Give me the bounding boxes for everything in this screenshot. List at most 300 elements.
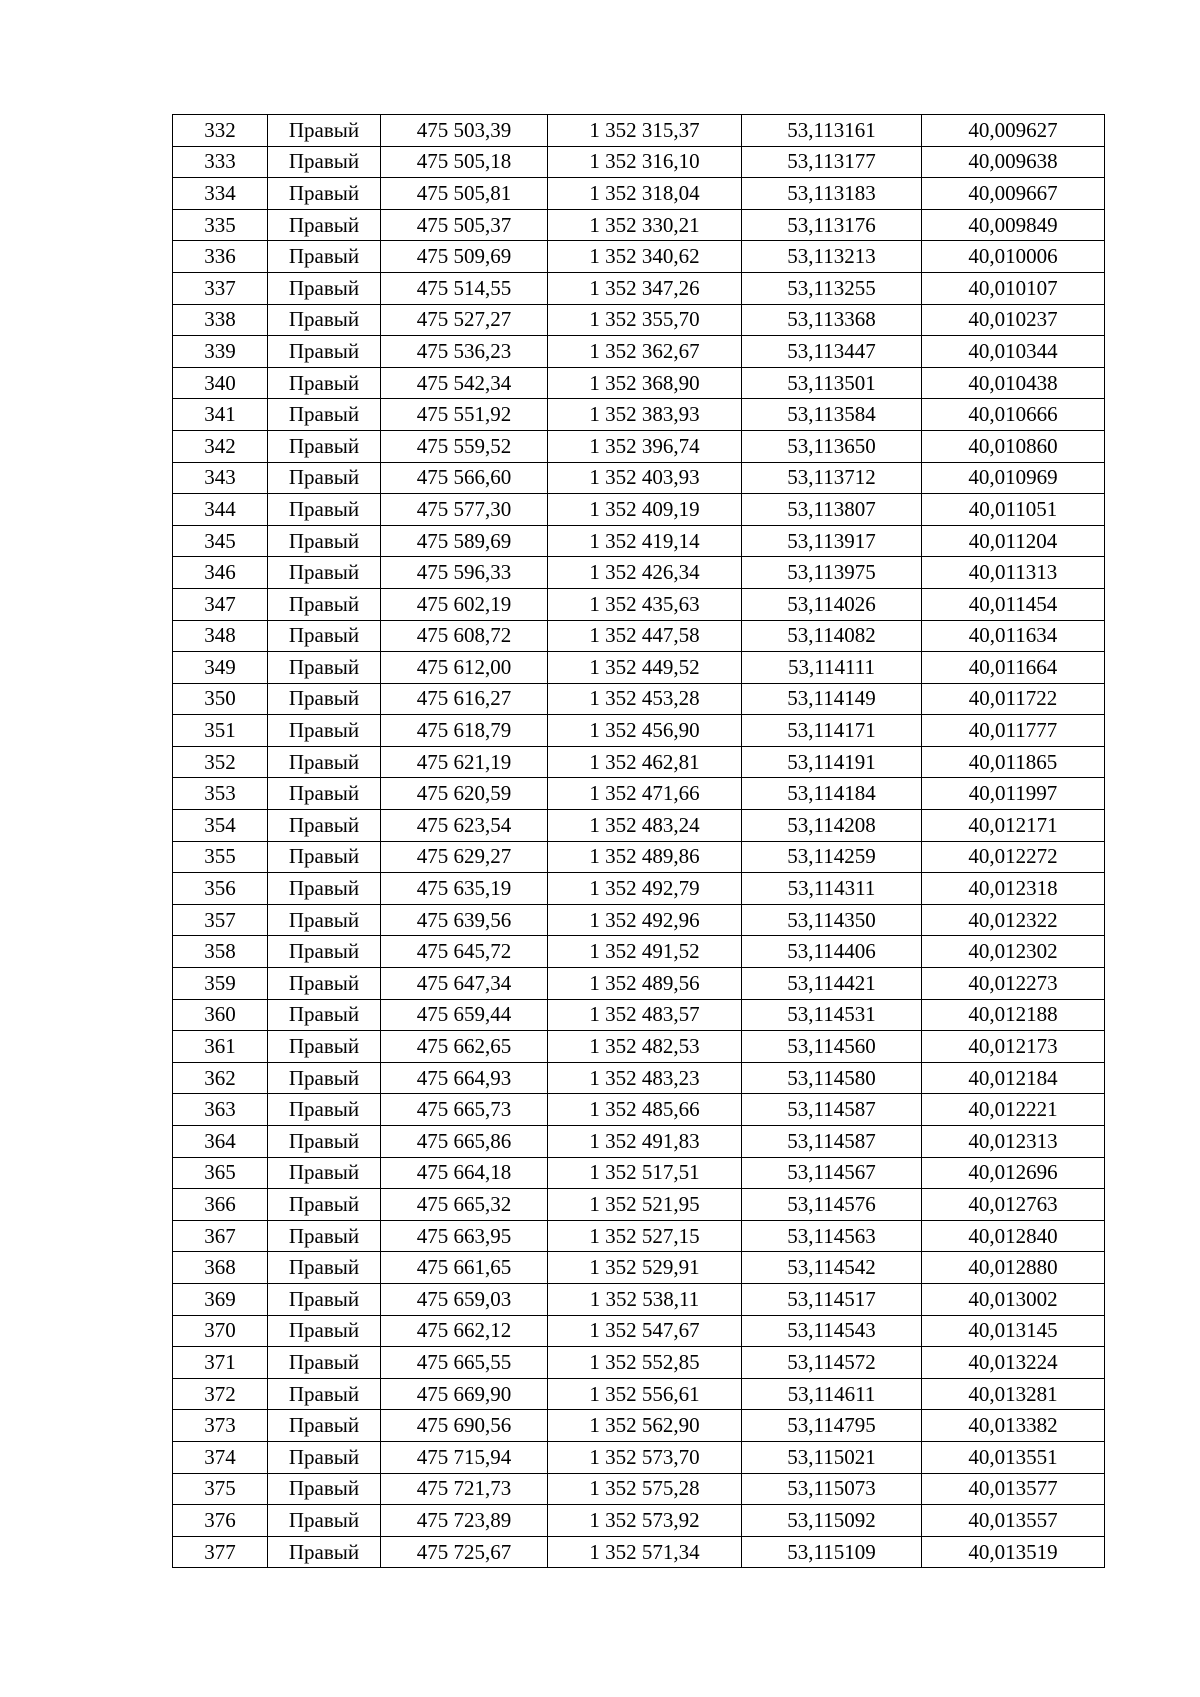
- y-coordinate-cell: 1 352 575,28: [548, 1473, 742, 1505]
- y-coordinate-cell: 1 352 556,61: [548, 1378, 742, 1410]
- table-row: [173, 272, 1105, 304]
- y-coordinate-cell: 1 352 447,58: [548, 620, 742, 652]
- point-number-cell: 376: [173, 1505, 268, 1537]
- longitude-cell: 40,013519: [922, 1536, 1105, 1568]
- x-coordinate-cell: 475 616,27: [381, 683, 548, 715]
- y-coordinate-cell: 1 352 316,10: [548, 146, 742, 178]
- x-coordinate-cell: 475 645,72: [381, 936, 548, 968]
- side-cell: Правый: [268, 873, 381, 905]
- y-coordinate-cell: 1 352 482,53: [548, 1031, 742, 1063]
- point-number-cell: 341: [173, 399, 268, 431]
- point-number-cell: 332: [173, 115, 268, 147]
- x-coordinate-cell: 475 505,81: [381, 178, 548, 210]
- side-cell: Правый: [268, 430, 381, 462]
- side-cell: Правый: [268, 810, 381, 842]
- side-cell: Правый: [268, 968, 381, 1000]
- x-coordinate-cell: 475 659,03: [381, 1283, 548, 1315]
- point-number-cell: 364: [173, 1126, 268, 1158]
- table-row: [173, 241, 1105, 273]
- side-cell: Правый: [268, 115, 381, 147]
- point-number-cell: 335: [173, 209, 268, 241]
- point-number-cell: 354: [173, 810, 268, 842]
- longitude-cell: 40,012696: [922, 1157, 1105, 1189]
- y-coordinate-cell: 1 352 491,83: [548, 1126, 742, 1158]
- longitude-cell: 40,009638: [922, 146, 1105, 178]
- point-number-cell: 347: [173, 588, 268, 620]
- side-cell: Правый: [268, 778, 381, 810]
- table-row: [173, 1441, 1105, 1473]
- side-cell: Правый: [268, 367, 381, 399]
- point-number-cell: 338: [173, 304, 268, 336]
- latitude-cell: 53,114421: [742, 968, 922, 1000]
- longitude-cell: 40,010107: [922, 272, 1105, 304]
- latitude-cell: 53,113255: [742, 272, 922, 304]
- longitude-cell: 40,012322: [922, 904, 1105, 936]
- table-row: [173, 1094, 1105, 1126]
- latitude-cell: 53,114082: [742, 620, 922, 652]
- point-number-cell: 336: [173, 241, 268, 273]
- point-number-cell: 377: [173, 1536, 268, 1568]
- side-cell: Правый: [268, 1062, 381, 1094]
- latitude-cell: 53,113161: [742, 115, 922, 147]
- latitude-cell: 53,114563: [742, 1220, 922, 1252]
- side-cell: Правый: [268, 1126, 381, 1158]
- point-number-cell: 366: [173, 1189, 268, 1221]
- longitude-cell: 40,012272: [922, 841, 1105, 873]
- side-cell: Правый: [268, 209, 381, 241]
- table-row: [173, 1283, 1105, 1315]
- table-row: [173, 1473, 1105, 1505]
- latitude-cell: 53,114576: [742, 1189, 922, 1221]
- latitude-cell: 53,114259: [742, 841, 922, 873]
- side-cell: Правый: [268, 652, 381, 684]
- point-number-cell: 362: [173, 1062, 268, 1094]
- table-row: [173, 841, 1105, 873]
- longitude-cell: 40,012173: [922, 1031, 1105, 1063]
- x-coordinate-cell: 475 621,19: [381, 746, 548, 778]
- point-number-cell: 369: [173, 1283, 268, 1315]
- x-coordinate-cell: 475 602,19: [381, 588, 548, 620]
- longitude-cell: 40,013551: [922, 1441, 1105, 1473]
- longitude-cell: 40,011313: [922, 557, 1105, 589]
- longitude-cell: 40,011454: [922, 588, 1105, 620]
- table-row: [173, 936, 1105, 968]
- y-coordinate-cell: 1 352 491,52: [548, 936, 742, 968]
- table-row: [173, 1157, 1105, 1189]
- latitude-cell: 53,113975: [742, 557, 922, 589]
- y-coordinate-cell: 1 352 403,93: [548, 462, 742, 494]
- y-coordinate-cell: 1 352 492,96: [548, 904, 742, 936]
- point-number-cell: 349: [173, 652, 268, 684]
- side-cell: Правый: [268, 588, 381, 620]
- longitude-cell: 40,012880: [922, 1252, 1105, 1284]
- x-coordinate-cell: 475 659,44: [381, 999, 548, 1031]
- latitude-cell: 53,114111: [742, 652, 922, 684]
- longitude-cell: 40,011997: [922, 778, 1105, 810]
- side-cell: Правый: [268, 1441, 381, 1473]
- longitude-cell: 40,010860: [922, 430, 1105, 462]
- longitude-cell: 40,011634: [922, 620, 1105, 652]
- x-coordinate-cell: 475 665,55: [381, 1347, 548, 1379]
- side-cell: Правый: [268, 746, 381, 778]
- latitude-cell: 53,114587: [742, 1094, 922, 1126]
- x-coordinate-cell: 475 559,52: [381, 430, 548, 462]
- y-coordinate-cell: 1 352 409,19: [548, 494, 742, 526]
- side-cell: Правый: [268, 178, 381, 210]
- y-coordinate-cell: 1 352 538,11: [548, 1283, 742, 1315]
- table-row: [173, 1252, 1105, 1284]
- point-number-cell: 358: [173, 936, 268, 968]
- table-row: [173, 810, 1105, 842]
- side-cell: Правый: [268, 1505, 381, 1537]
- x-coordinate-cell: 475 608,72: [381, 620, 548, 652]
- x-coordinate-cell: 475 551,92: [381, 399, 548, 431]
- y-coordinate-cell: 1 352 547,67: [548, 1315, 742, 1347]
- side-cell: Правый: [268, 462, 381, 494]
- y-coordinate-cell: 1 352 483,23: [548, 1062, 742, 1094]
- y-coordinate-cell: 1 352 368,90: [548, 367, 742, 399]
- y-coordinate-cell: 1 352 383,93: [548, 399, 742, 431]
- x-coordinate-cell: 475 589,69: [381, 525, 548, 557]
- latitude-cell: 53,114171: [742, 715, 922, 747]
- x-coordinate-cell: 475 577,30: [381, 494, 548, 526]
- table-row: [173, 178, 1105, 210]
- x-coordinate-cell: 475 635,19: [381, 873, 548, 905]
- table-row: [173, 399, 1105, 431]
- x-coordinate-cell: 475 721,73: [381, 1473, 548, 1505]
- longitude-cell: 40,013577: [922, 1473, 1105, 1505]
- x-coordinate-cell: 475 663,95: [381, 1220, 548, 1252]
- x-coordinate-cell: 475 620,59: [381, 778, 548, 810]
- side-cell: Правый: [268, 241, 381, 273]
- x-coordinate-cell: 475 661,65: [381, 1252, 548, 1284]
- latitude-cell: 53,114350: [742, 904, 922, 936]
- latitude-cell: 53,114208: [742, 810, 922, 842]
- table-row: [173, 336, 1105, 368]
- latitude-cell: 53,114517: [742, 1283, 922, 1315]
- y-coordinate-cell: 1 352 492,79: [548, 873, 742, 905]
- x-coordinate-cell: 475 690,56: [381, 1410, 548, 1442]
- x-coordinate-cell: 475 725,67: [381, 1536, 548, 1568]
- point-number-cell: 351: [173, 715, 268, 747]
- latitude-cell: 53,115109: [742, 1536, 922, 1568]
- table-row: [173, 1031, 1105, 1063]
- longitude-cell: 40,012273: [922, 968, 1105, 1000]
- longitude-cell: 40,011051: [922, 494, 1105, 526]
- table-row: [173, 715, 1105, 747]
- y-coordinate-cell: 1 352 552,85: [548, 1347, 742, 1379]
- x-coordinate-cell: 475 665,86: [381, 1126, 548, 1158]
- point-number-cell: 353: [173, 778, 268, 810]
- point-number-cell: 365: [173, 1157, 268, 1189]
- table-row: [173, 1062, 1105, 1094]
- point-number-cell: 363: [173, 1094, 268, 1126]
- point-number-cell: 367: [173, 1220, 268, 1252]
- longitude-cell: 40,013382: [922, 1410, 1105, 1442]
- longitude-cell: 40,012313: [922, 1126, 1105, 1158]
- latitude-cell: 53,113650: [742, 430, 922, 462]
- table-row: [173, 462, 1105, 494]
- y-coordinate-cell: 1 352 483,24: [548, 810, 742, 842]
- longitude-cell: 40,010666: [922, 399, 1105, 431]
- y-coordinate-cell: 1 352 456,90: [548, 715, 742, 747]
- x-coordinate-cell: 475 647,34: [381, 968, 548, 1000]
- table-row: [173, 1315, 1105, 1347]
- latitude-cell: 53,115092: [742, 1505, 922, 1537]
- point-number-cell: 346: [173, 557, 268, 589]
- table-row: [173, 1536, 1105, 1568]
- longitude-cell: 40,012171: [922, 810, 1105, 842]
- latitude-cell: 53,113501: [742, 367, 922, 399]
- longitude-cell: 40,012318: [922, 873, 1105, 905]
- table-row: [173, 1505, 1105, 1537]
- table-row: [173, 620, 1105, 652]
- y-coordinate-cell: 1 352 529,91: [548, 1252, 742, 1284]
- point-number-cell: 355: [173, 841, 268, 873]
- point-number-cell: 368: [173, 1252, 268, 1284]
- y-coordinate-cell: 1 352 562,90: [548, 1410, 742, 1442]
- longitude-cell: 40,011204: [922, 525, 1105, 557]
- table-row: [173, 1378, 1105, 1410]
- x-coordinate-cell: 475 723,89: [381, 1505, 548, 1537]
- side-cell: Правый: [268, 557, 381, 589]
- latitude-cell: 53,114149: [742, 683, 922, 715]
- side-cell: Правый: [268, 1252, 381, 1284]
- side-cell: Правый: [268, 1220, 381, 1252]
- latitude-cell: 53,114795: [742, 1410, 922, 1442]
- x-coordinate-cell: 475 527,27: [381, 304, 548, 336]
- x-coordinate-cell: 475 664,93: [381, 1062, 548, 1094]
- longitude-cell: 40,013002: [922, 1283, 1105, 1315]
- point-number-cell: 360: [173, 999, 268, 1031]
- side-cell: Правый: [268, 1031, 381, 1063]
- x-coordinate-cell: 475 514,55: [381, 272, 548, 304]
- table-row: [173, 588, 1105, 620]
- x-coordinate-cell: 475 623,54: [381, 810, 548, 842]
- y-coordinate-cell: 1 352 318,04: [548, 178, 742, 210]
- y-coordinate-cell: 1 352 489,56: [548, 968, 742, 1000]
- point-number-cell: 337: [173, 272, 268, 304]
- latitude-cell: 53,115021: [742, 1441, 922, 1473]
- longitude-cell: 40,010006: [922, 241, 1105, 273]
- side-cell: Правый: [268, 620, 381, 652]
- latitude-cell: 53,114311: [742, 873, 922, 905]
- x-coordinate-cell: 475 662,12: [381, 1315, 548, 1347]
- longitude-cell: 40,010438: [922, 367, 1105, 399]
- table-row: [173, 115, 1105, 147]
- side-cell: Правый: [268, 715, 381, 747]
- point-number-cell: 343: [173, 462, 268, 494]
- point-number-cell: 372: [173, 1378, 268, 1410]
- side-cell: Правый: [268, 525, 381, 557]
- longitude-cell: 40,011777: [922, 715, 1105, 747]
- longitude-cell: 40,009667: [922, 178, 1105, 210]
- point-number-cell: 371: [173, 1347, 268, 1379]
- table-row: [173, 746, 1105, 778]
- y-coordinate-cell: 1 352 419,14: [548, 525, 742, 557]
- y-coordinate-cell: 1 352 521,95: [548, 1189, 742, 1221]
- longitude-cell: 40,012188: [922, 999, 1105, 1031]
- table-row: [173, 999, 1105, 1031]
- table-row: [173, 1189, 1105, 1221]
- latitude-cell: 53,114542: [742, 1252, 922, 1284]
- y-coordinate-cell: 1 352 362,67: [548, 336, 742, 368]
- x-coordinate-cell: 475 505,18: [381, 146, 548, 178]
- table-row: [173, 1220, 1105, 1252]
- latitude-cell: 53,114611: [742, 1378, 922, 1410]
- point-number-cell: 352: [173, 746, 268, 778]
- side-cell: Правый: [268, 904, 381, 936]
- side-cell: Правый: [268, 1283, 381, 1315]
- y-coordinate-cell: 1 352 435,63: [548, 588, 742, 620]
- longitude-cell: 40,011865: [922, 746, 1105, 778]
- longitude-cell: 40,012221: [922, 1094, 1105, 1126]
- point-number-cell: 333: [173, 146, 268, 178]
- longitude-cell: 40,012302: [922, 936, 1105, 968]
- x-coordinate-cell: 475 542,34: [381, 367, 548, 399]
- x-coordinate-cell: 475 509,69: [381, 241, 548, 273]
- point-number-cell: 357: [173, 904, 268, 936]
- x-coordinate-cell: 475 612,00: [381, 652, 548, 684]
- point-number-cell: 359: [173, 968, 268, 1000]
- x-coordinate-cell: 475 664,18: [381, 1157, 548, 1189]
- y-coordinate-cell: 1 352 355,70: [548, 304, 742, 336]
- side-cell: Правый: [268, 304, 381, 336]
- x-coordinate-cell: 475 596,33: [381, 557, 548, 589]
- side-cell: Правый: [268, 336, 381, 368]
- point-number-cell: 340: [173, 367, 268, 399]
- longitude-cell: 40,010969: [922, 462, 1105, 494]
- y-coordinate-cell: 1 352 489,86: [548, 841, 742, 873]
- latitude-cell: 53,114543: [742, 1315, 922, 1347]
- x-coordinate-cell: 475 536,23: [381, 336, 548, 368]
- coordinates-table: [172, 114, 1105, 1568]
- latitude-cell: 53,113807: [742, 494, 922, 526]
- side-cell: Правый: [268, 936, 381, 968]
- point-number-cell: 339: [173, 336, 268, 368]
- point-number-cell: 370: [173, 1315, 268, 1347]
- longitude-cell: 40,013557: [922, 1505, 1105, 1537]
- x-coordinate-cell: 475 665,73: [381, 1094, 548, 1126]
- latitude-cell: 53,115073: [742, 1473, 922, 1505]
- side-cell: Правый: [268, 494, 381, 526]
- side-cell: Правый: [268, 1378, 381, 1410]
- side-cell: Правый: [268, 1410, 381, 1442]
- y-coordinate-cell: 1 352 315,37: [548, 115, 742, 147]
- point-number-cell: 375: [173, 1473, 268, 1505]
- longitude-cell: 40,010237: [922, 304, 1105, 336]
- y-coordinate-cell: 1 352 517,51: [548, 1157, 742, 1189]
- longitude-cell: 40,011722: [922, 683, 1105, 715]
- latitude-cell: 53,113213: [742, 241, 922, 273]
- side-cell: Правый: [268, 841, 381, 873]
- latitude-cell: 53,114567: [742, 1157, 922, 1189]
- longitude-cell: 40,013224: [922, 1347, 1105, 1379]
- y-coordinate-cell: 1 352 330,21: [548, 209, 742, 241]
- side-cell: Правый: [268, 1094, 381, 1126]
- side-cell: Правый: [268, 399, 381, 431]
- x-coordinate-cell: 475 669,90: [381, 1378, 548, 1410]
- side-cell: Правый: [268, 1315, 381, 1347]
- x-coordinate-cell: 475 715,94: [381, 1441, 548, 1473]
- y-coordinate-cell: 1 352 527,15: [548, 1220, 742, 1252]
- point-number-cell: 374: [173, 1441, 268, 1473]
- y-coordinate-cell: 1 352 340,62: [548, 241, 742, 273]
- longitude-cell: 40,009627: [922, 115, 1105, 147]
- side-cell: Правый: [268, 1157, 381, 1189]
- point-number-cell: 342: [173, 430, 268, 462]
- table-row: [173, 557, 1105, 589]
- point-number-cell: 344: [173, 494, 268, 526]
- latitude-cell: 53,114580: [742, 1062, 922, 1094]
- coordinates-table-body: [173, 115, 1105, 1568]
- point-number-cell: 334: [173, 178, 268, 210]
- point-number-cell: 345: [173, 525, 268, 557]
- longitude-cell: 40,012840: [922, 1220, 1105, 1252]
- longitude-cell: 40,011664: [922, 652, 1105, 684]
- table-row: [173, 525, 1105, 557]
- latitude-cell: 53,113183: [742, 178, 922, 210]
- y-coordinate-cell: 1 352 573,92: [548, 1505, 742, 1537]
- table-row: [173, 1347, 1105, 1379]
- x-coordinate-cell: 475 503,39: [381, 115, 548, 147]
- table-row: [173, 209, 1105, 241]
- table-row: [173, 683, 1105, 715]
- table-row: [173, 367, 1105, 399]
- table-row: [173, 146, 1105, 178]
- y-coordinate-cell: 1 352 426,34: [548, 557, 742, 589]
- x-coordinate-cell: 475 629,27: [381, 841, 548, 873]
- table-row: [173, 873, 1105, 905]
- latitude-cell: 53,114406: [742, 936, 922, 968]
- point-number-cell: 356: [173, 873, 268, 905]
- y-coordinate-cell: 1 352 396,74: [548, 430, 742, 462]
- longitude-cell: 40,013145: [922, 1315, 1105, 1347]
- longitude-cell: 40,012763: [922, 1189, 1105, 1221]
- y-coordinate-cell: 1 352 453,28: [548, 683, 742, 715]
- x-coordinate-cell: 475 665,32: [381, 1189, 548, 1221]
- latitude-cell: 53,114587: [742, 1126, 922, 1158]
- x-coordinate-cell: 475 662,65: [381, 1031, 548, 1063]
- latitude-cell: 53,114531: [742, 999, 922, 1031]
- longitude-cell: 40,009849: [922, 209, 1105, 241]
- latitude-cell: 53,114572: [742, 1347, 922, 1379]
- x-coordinate-cell: 475 566,60: [381, 462, 548, 494]
- latitude-cell: 53,113368: [742, 304, 922, 336]
- latitude-cell: 53,114026: [742, 588, 922, 620]
- longitude-cell: 40,010344: [922, 336, 1105, 368]
- side-cell: Правый: [268, 272, 381, 304]
- table-row: [173, 778, 1105, 810]
- latitude-cell: 53,113584: [742, 399, 922, 431]
- latitude-cell: 53,113712: [742, 462, 922, 494]
- table-row: [173, 904, 1105, 936]
- latitude-cell: 53,113176: [742, 209, 922, 241]
- longitude-cell: 40,012184: [922, 1062, 1105, 1094]
- table-row: [173, 1126, 1105, 1158]
- latitude-cell: 53,114184: [742, 778, 922, 810]
- table-row: [173, 304, 1105, 336]
- y-coordinate-cell: 1 352 571,34: [548, 1536, 742, 1568]
- side-cell: Правый: [268, 683, 381, 715]
- y-coordinate-cell: 1 352 462,81: [548, 746, 742, 778]
- x-coordinate-cell: 475 618,79: [381, 715, 548, 747]
- latitude-cell: 53,113917: [742, 525, 922, 557]
- table-row: [173, 968, 1105, 1000]
- latitude-cell: 53,113447: [742, 336, 922, 368]
- y-coordinate-cell: 1 352 573,70: [548, 1441, 742, 1473]
- point-number-cell: 348: [173, 620, 268, 652]
